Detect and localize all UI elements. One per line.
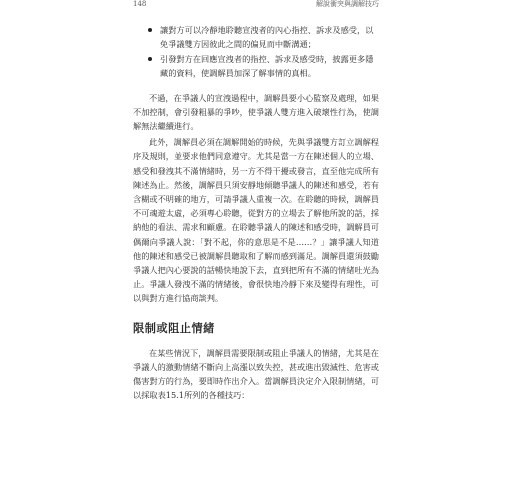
bullet-item bbox=[133, 23, 379, 52]
bullet-icon bbox=[148, 57, 152, 61]
bullet-text: 讓對方可以冷靜地聆聽宣洩者的內心指控、訴求及感受，以免爭議雙方因彼此之間的偏見而中斷溝通； bbox=[160, 25, 374, 50]
bullet-icon bbox=[148, 28, 152, 32]
bullet-text: 引發對方在回應宣洩者的指控、訴求及感受時，披露更多隱藏的資料，使調解員加深了解事情的真相。 bbox=[160, 53, 374, 79]
section-heading: 限制或阻止情緒 bbox=[133, 320, 215, 335]
page-number: 148 bbox=[133, 0, 147, 8]
bullet-list bbox=[133, 23, 379, 81]
paragraph: 此外，調解員必須在調解開始的時候，先與爭議雙方訂立調解程序及規則，並要求他們同意遵守。尤其是當一方在陳述個人的立場、感受和發洩其不滿情緒時，另一方不得干擾或發言，直至他完成所有陳述為止。然後，調解員只須安靜地傾聽爭議人的陳述和感受，若有含糊或不明確的地方，可請爭議人重複一次。在聆聽的時候，調解員不可魂遊太虛，必須專心聆聽，從對方的立場去了解他所說的話，採納他的看法、需求和顧慮。在聆聽爭議人的陳述和感受時，調解員可偶爾向爭議人說：「對不起，你的意思是不是……？」讓爭議人知道他的陳述和感受已被調解員聽取和了解而感到滿足。調解員還須鼓勵爭議人把內心要說的話暢快地說下去，直到把所有不滿的情緒吐光為止。爭議人發洩不滿的情緒後，會很快地冷靜下來及變得有理性，可以與對方進行協商談判。 bbox=[133, 137, 379, 304]
paragraph: 不過，在爭議人的宣洩過程中，調解員要小心監察及處理，如果不加控制，會引發粗暴的爭吵，使爭議人雙方進入破壞性行為，使調解無法繼續進行。 bbox=[133, 92, 379, 132]
running-title: 解說衝突與調解技巧 bbox=[316, 0, 379, 8]
bullet-item bbox=[133, 52, 379, 81]
paragraph: 在某些情況下，調解員需要限制或阻止爭議人的情緒，尤其是在爭議人的激動情緒不斷向上高漲以致失控，甚或進出毀滅性、危害或傷害對方的行為，要即時作出介入。當調解員決定介入限制情緒，可以採取表15.1所列的各種技巧： bbox=[133, 347, 379, 401]
page-header bbox=[133, 0, 379, 12]
page-content bbox=[133, 23, 379, 402]
